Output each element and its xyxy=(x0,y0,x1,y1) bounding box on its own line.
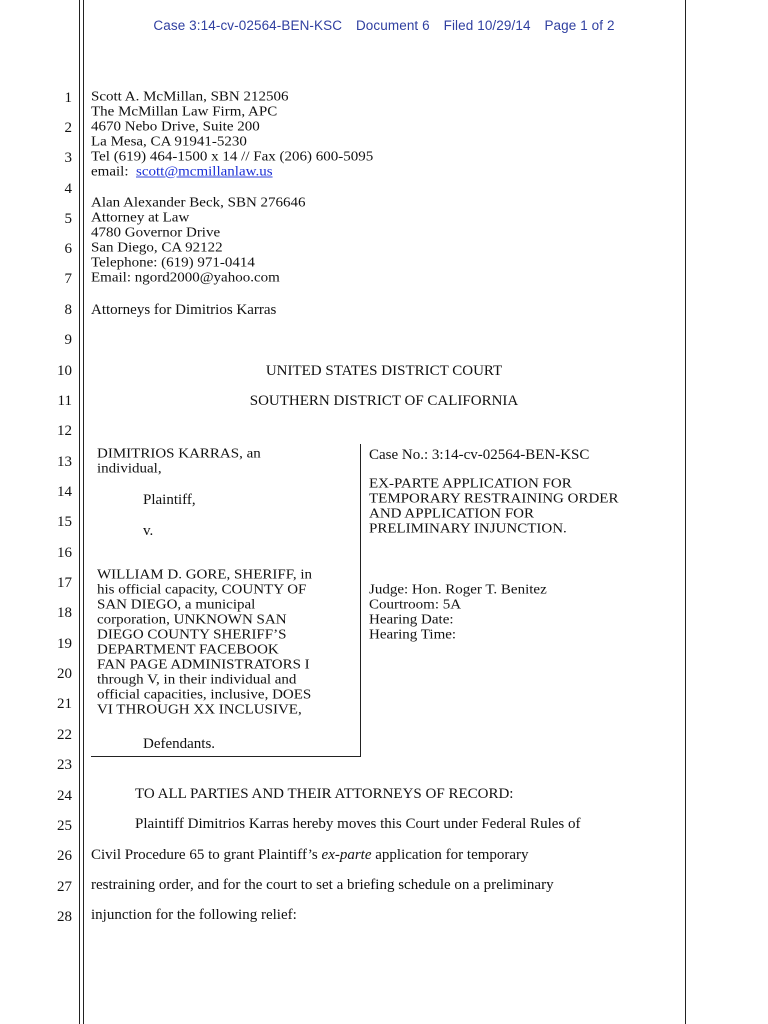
line-number: 6 xyxy=(64,241,72,257)
line-number: 15 xyxy=(57,514,72,530)
defendant-line: DEPARTMENT FACEBOOK xyxy=(97,643,279,658)
line-number: 5 xyxy=(64,211,72,227)
firm-phone-fax: Tel (619) 464-1500 x 14 // Fax (206) 600-5095 xyxy=(91,150,374,165)
line-number: 10 xyxy=(57,363,72,379)
defendant-line: official capacities, inclusive, DOES xyxy=(97,688,312,703)
line-number: 13 xyxy=(57,454,72,470)
line-number: 24 xyxy=(57,788,72,804)
defendant-line: corporation, UNKNOWN SAN xyxy=(97,613,287,628)
defendant-line: SAN DIEGO, a municipal xyxy=(97,598,256,613)
paragraph-line: Plaintiff Dimitrios Karras hereby moves this Court under Federal Rules of xyxy=(135,816,581,832)
courtroom: Courtroom: 5A xyxy=(369,598,462,613)
plaintiff-name: DIMITRIOS KARRAS, an xyxy=(97,447,261,462)
line-number: 14 xyxy=(57,484,72,500)
line-number: 18 xyxy=(57,605,72,621)
header-filed-date: Filed 10/29/14 xyxy=(443,18,531,33)
email-link[interactable]: scott@mcmillanlaw.us xyxy=(136,165,273,180)
line-number: 9 xyxy=(64,332,72,348)
header-document-number: Document 6 xyxy=(355,18,430,33)
header-page-number: Page 1 of 2 xyxy=(544,18,615,33)
header-case-number: Case 3:14-cv-02564-BEN-KSC xyxy=(153,18,343,33)
left-margin-rule-inner xyxy=(83,0,84,1024)
line-number: 19 xyxy=(57,636,72,652)
defendant-line: WILLIAM D. GORE, SHERIFF, in xyxy=(97,568,313,583)
line-number: 12 xyxy=(57,423,72,439)
caption-divider-horizontal xyxy=(91,756,361,757)
defendant-line: DIEGO COUNTY SHERIFF’S xyxy=(97,628,287,643)
versus: v. xyxy=(143,523,154,539)
paragraph-line: injunction for the following relief: xyxy=(91,907,297,923)
attorney-name: Alan Alexander Beck, SBN 276646 xyxy=(91,196,306,211)
defendant-line: through V, in their individual and xyxy=(97,673,297,688)
line-number: 27 xyxy=(57,879,72,895)
paragraph-line xyxy=(91,848,529,863)
court-district: SOUTHERN DISTRICT OF CALIFORNIA xyxy=(249,393,519,409)
judge: Judge: Hon. Roger T. Benitez xyxy=(369,583,547,598)
line-number: 16 xyxy=(57,545,72,561)
hearing-time: Hearing Time: xyxy=(369,628,457,643)
email-label: email: xyxy=(91,165,129,180)
document-title-line: TEMPORARY RESTRAINING ORDER xyxy=(369,492,619,507)
document-title-line: PRELIMINARY INJUNCTION. xyxy=(369,522,567,537)
line-number: 3 xyxy=(64,150,72,166)
firm-email-line xyxy=(91,166,273,179)
document-title-line: AND APPLICATION FOR xyxy=(369,507,535,522)
left-margin-rule-outer xyxy=(79,0,80,1024)
attorneys-for: Attorneys for Dimitrios Karras xyxy=(91,302,277,318)
attorney-name: Scott A. McMillan, SBN 212506 xyxy=(91,90,289,105)
line-number: 25 xyxy=(57,818,72,834)
defendant-line: FAN PAGE ADMINISTRATORS I xyxy=(97,658,310,673)
plaintiff-description: individual, xyxy=(97,462,162,477)
attorney-phone: Telephone: (619) 971-0414 xyxy=(91,256,255,271)
paragraph-text: application for temporary xyxy=(371,847,529,863)
line-number: 22 xyxy=(57,727,72,743)
line-number: 11 xyxy=(57,393,72,409)
document-title-line: EX-PARTE APPLICATION FOR xyxy=(369,477,572,492)
firm-address-street: 4670 Nebo Drive, Suite 200 xyxy=(91,120,260,135)
defendant-role: Defendants. xyxy=(143,736,216,752)
attorney-address-city: San Diego, CA 92122 xyxy=(91,241,223,256)
line-number: 7 xyxy=(64,271,72,287)
paragraph-text: Civil Procedure 65 to grant Plaintiff’s xyxy=(91,847,322,863)
document-header xyxy=(0,18,768,33)
line-number: 4 xyxy=(64,181,72,197)
attorney-title: Attorney at Law xyxy=(91,211,190,226)
line-number: 21 xyxy=(57,696,72,712)
court-name: UNITED STATES DISTRICT COURT xyxy=(265,363,503,379)
firm-address-city: La Mesa, CA 91941-5230 xyxy=(91,135,247,150)
right-margin-rule xyxy=(685,0,686,1024)
line-number: 20 xyxy=(57,666,72,682)
hearing-date: Hearing Date: xyxy=(369,613,454,628)
line-number: 8 xyxy=(64,302,72,318)
salutation: TO ALL PARTIES AND THEIR ATTORNEYS OF RECORD: xyxy=(135,786,514,802)
line-number: 28 xyxy=(57,909,72,925)
line-number: 2 xyxy=(64,120,72,136)
case-number: Case No.: 3:14-cv-02564-BEN-KSC xyxy=(369,447,590,463)
caption-divider-vertical xyxy=(360,444,361,757)
attorney-address-street: 4780 Governor Drive xyxy=(91,226,221,241)
line-number: 23 xyxy=(57,757,72,773)
line-number: 17 xyxy=(57,575,72,591)
defendant-line: his official capacity, COUNTY OF xyxy=(97,583,307,598)
defendant-line: VI THROUGH XX INCLUSIVE, xyxy=(97,703,302,718)
attorney-email: Email: ngord2000@yahoo.com xyxy=(91,271,280,286)
line-number: 26 xyxy=(57,848,72,864)
paragraph-emphasis: ex-parte xyxy=(321,847,372,863)
law-firm-name: The McMillan Law Firm, APC xyxy=(91,105,278,120)
paragraph-line: restraining order, and for the court to set a briefing schedule on a preliminary xyxy=(91,877,554,893)
line-number: 1 xyxy=(64,90,72,106)
plaintiff-role: Plaintiff, xyxy=(143,492,196,508)
